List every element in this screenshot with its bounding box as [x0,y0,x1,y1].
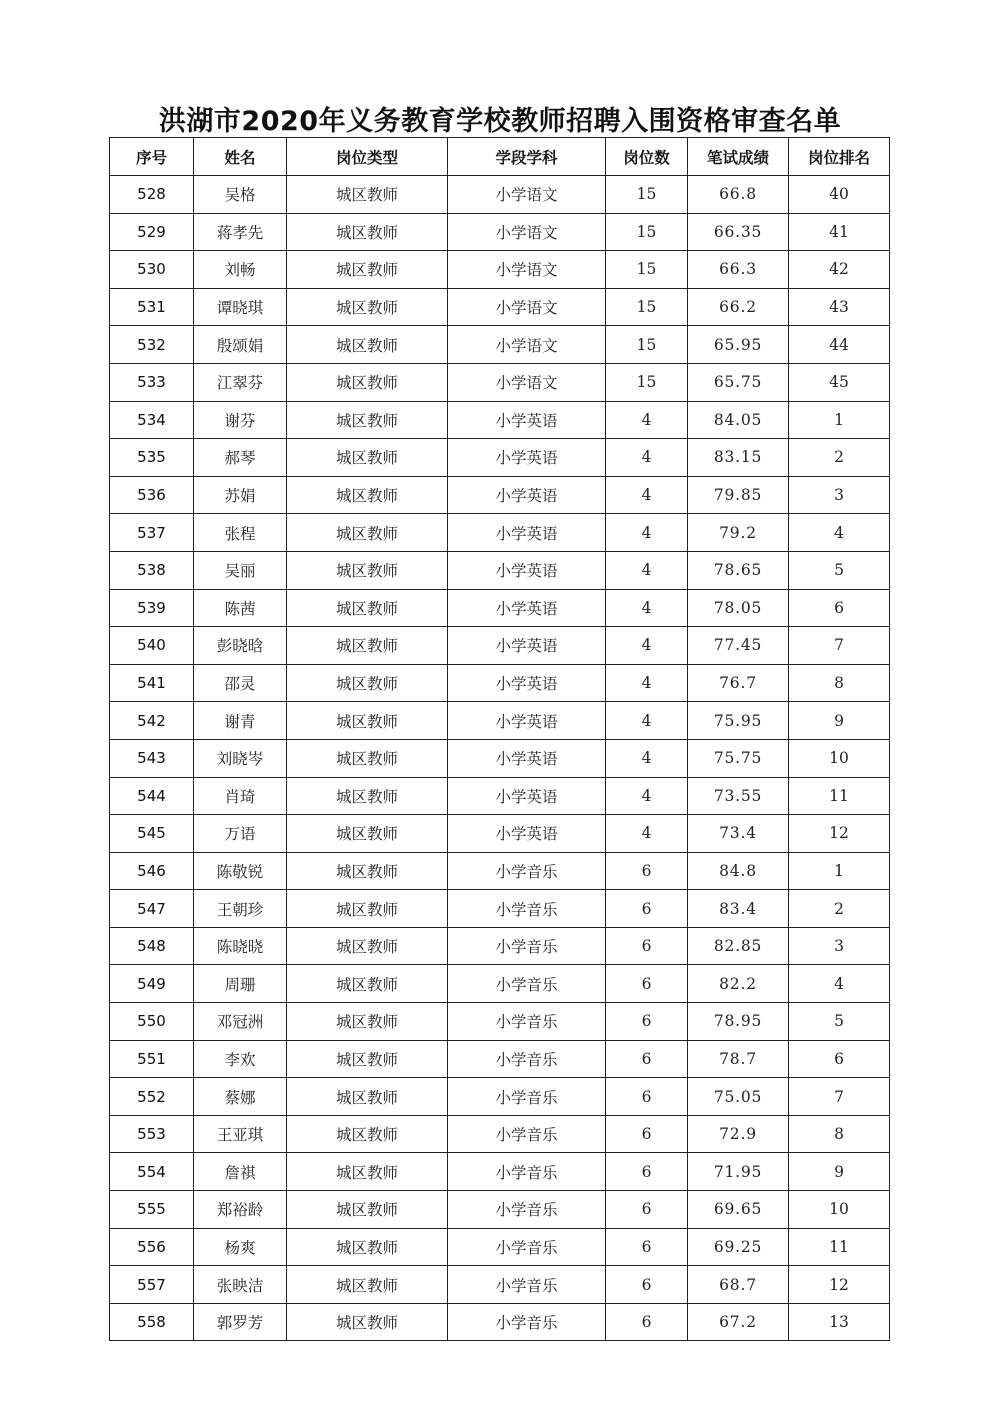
cell-subject: 小学英语 [448,439,606,477]
cell-seq: 533 [110,363,194,401]
cell-score: 75.95 [688,702,789,740]
cell-seq: 557 [110,1266,194,1304]
cell-seq: 529 [110,213,194,251]
cell-score: 84.05 [688,401,789,439]
cell-post-type: 城区教师 [287,852,448,890]
cell-subject: 小学音乐 [448,1153,606,1191]
cell-seq: 550 [110,1003,194,1041]
cell-score: 73.4 [688,815,789,853]
cell-rank: 7 [789,627,890,665]
cell-seq: 547 [110,890,194,928]
table-row [110,664,890,702]
table-row [110,476,890,514]
cell-seq: 549 [110,965,194,1003]
header-seq: 序号 [110,138,194,176]
cell-post-type: 城区教师 [287,1153,448,1191]
cell-name: 万语 [194,815,287,853]
cell-name: 彭晓晗 [194,627,287,665]
cell-posts: 6 [606,1191,688,1229]
cell-posts: 4 [606,777,688,815]
cell-rank: 42 [789,251,890,289]
cell-subject: 小学语文 [448,326,606,364]
table-row [110,852,890,890]
cell-post-type: 城区教师 [287,476,448,514]
cell-subject: 小学音乐 [448,852,606,890]
cell-seq: 528 [110,176,194,214]
cell-post-type: 城区教师 [287,514,448,552]
cell-score: 78.95 [688,1003,789,1041]
cell-posts: 15 [606,363,688,401]
cell-post-type: 城区教师 [287,1115,448,1153]
cell-score: 82.2 [688,965,789,1003]
header-subject: 学段学科 [448,138,606,176]
cell-posts: 6 [606,1266,688,1304]
cell-posts: 6 [606,965,688,1003]
cell-post-type: 城区教师 [287,927,448,965]
cell-rank: 2 [789,890,890,928]
cell-posts: 4 [606,739,688,777]
cell-score: 72.9 [688,1115,789,1153]
cell-subject: 小学英语 [448,589,606,627]
cell-rank: 5 [789,1003,890,1041]
cell-subject: 小学语文 [448,288,606,326]
cell-posts: 4 [606,401,688,439]
cell-rank: 3 [789,927,890,965]
cell-seq: 532 [110,326,194,364]
cell-name: 肖琦 [194,777,287,815]
cell-name: 江翠芬 [194,363,287,401]
cell-score: 68.7 [688,1266,789,1304]
cell-name: 刘晓岑 [194,739,287,777]
cell-post-type: 城区教师 [287,1078,448,1116]
cell-seq: 531 [110,288,194,326]
table-row [110,439,890,477]
cell-seq: 535 [110,439,194,477]
cell-posts: 4 [606,815,688,853]
cell-rank: 12 [789,815,890,853]
cell-post-type: 城区教师 [287,739,448,777]
cell-subject: 小学音乐 [448,965,606,1003]
cell-rank: 44 [789,326,890,364]
cell-seq: 539 [110,589,194,627]
cell-score: 84.8 [688,852,789,890]
cell-score: 66.35 [688,213,789,251]
cell-seq: 551 [110,1040,194,1078]
cell-post-type: 城区教师 [287,777,448,815]
cell-name: 邓冠洲 [194,1003,287,1041]
table-row [110,176,890,214]
cell-posts: 6 [606,927,688,965]
table-row [110,739,890,777]
cell-subject: 小学英语 [448,551,606,589]
cell-posts: 4 [606,439,688,477]
cell-name: 谢芬 [194,401,287,439]
cell-post-type: 城区教师 [287,363,448,401]
cell-posts: 4 [606,702,688,740]
cell-posts: 6 [606,1303,688,1341]
table-row [110,288,890,326]
cell-score: 69.25 [688,1228,789,1266]
cell-post-type: 城区教师 [287,1040,448,1078]
cell-post-type: 城区教师 [287,326,448,364]
cell-post-type: 城区教师 [287,1191,448,1229]
cell-seq: 542 [110,702,194,740]
cell-score: 66.2 [688,288,789,326]
cell-rank: 6 [789,1040,890,1078]
cell-score: 79.85 [688,476,789,514]
table-row [110,589,890,627]
cell-score: 76.7 [688,664,789,702]
cell-name: 王亚琪 [194,1115,287,1153]
cell-post-type: 城区教师 [287,702,448,740]
cell-rank: 5 [789,551,890,589]
cell-name: 蔡娜 [194,1078,287,1116]
cell-score: 65.75 [688,363,789,401]
table-row [110,927,890,965]
cell-posts: 6 [606,1078,688,1116]
cell-posts: 15 [606,176,688,214]
cell-subject: 小学音乐 [448,1078,606,1116]
table-row [110,1115,890,1153]
cell-name: 杨爽 [194,1228,287,1266]
cell-score: 75.05 [688,1078,789,1116]
cell-seq: 554 [110,1153,194,1191]
table-row [110,965,890,1003]
cell-post-type: 城区教师 [287,288,448,326]
cell-score: 66.3 [688,251,789,289]
table-row [110,1003,890,1041]
table-row [110,1040,890,1078]
cell-subject: 小学语文 [448,251,606,289]
cell-seq: 553 [110,1115,194,1153]
cell-subject: 小学语文 [448,213,606,251]
header-name: 姓名 [194,138,287,176]
cell-subject: 小学英语 [448,627,606,665]
cell-seq: 544 [110,777,194,815]
header-rank: 岗位排名 [789,138,890,176]
cell-posts: 6 [606,1228,688,1266]
cell-post-type: 城区教师 [287,890,448,928]
cell-posts: 6 [606,1153,688,1191]
cell-name: 周珊 [194,965,287,1003]
cell-seq: 530 [110,251,194,289]
cell-name: 刘畅 [194,251,287,289]
cell-post-type: 城区教师 [287,251,448,289]
cell-score: 78.7 [688,1040,789,1078]
cell-posts: 4 [606,589,688,627]
cell-posts: 15 [606,326,688,364]
document-title: 洪湖市2020年义务教育学校教师招聘入围资格审查名单 [158,106,842,138]
cell-name: 吴丽 [194,551,287,589]
table-row [110,627,890,665]
cell-subject: 小学音乐 [448,1040,606,1078]
table-row [110,1303,890,1341]
cell-rank: 4 [789,514,890,552]
cell-score: 65.95 [688,326,789,364]
table-row [110,1191,890,1229]
cell-posts: 4 [606,476,688,514]
cell-post-type: 城区教师 [287,176,448,214]
cell-posts: 4 [606,514,688,552]
table-row [110,702,890,740]
cell-post-type: 城区教师 [287,815,448,853]
cell-subject: 小学英语 [448,476,606,514]
cell-score: 69.65 [688,1191,789,1229]
cell-subject: 小学音乐 [448,1003,606,1041]
cell-posts: 6 [606,1003,688,1041]
cell-score: 83.15 [688,439,789,477]
cell-name: 谭晓琪 [194,288,287,326]
cell-post-type: 城区教师 [287,401,448,439]
cell-score: 79.2 [688,514,789,552]
cell-post-type: 城区教师 [287,1266,448,1304]
cell-name: 郑裕龄 [194,1191,287,1229]
cell-rank: 1 [789,401,890,439]
table-row [110,1228,890,1266]
cell-subject: 小学英语 [448,401,606,439]
cell-subject: 小学音乐 [448,927,606,965]
cell-name: 苏娟 [194,476,287,514]
cell-subject: 小学音乐 [448,890,606,928]
cell-seq: 543 [110,739,194,777]
cell-post-type: 城区教师 [287,1003,448,1041]
table-row [110,777,890,815]
cell-rank: 8 [789,664,890,702]
table-row [110,1078,890,1116]
cell-seq: 556 [110,1228,194,1266]
cell-name: 张映洁 [194,1266,287,1304]
cell-subject: 小学英语 [448,815,606,853]
cell-score: 82.85 [688,927,789,965]
table-row [110,326,890,364]
cell-subject: 小学音乐 [448,1266,606,1304]
cell-score: 78.05 [688,589,789,627]
cell-posts: 15 [606,213,688,251]
cell-subject: 小学语文 [448,363,606,401]
cell-name: 陈晓晓 [194,927,287,965]
table-row [110,890,890,928]
header-score: 笔试成绩 [688,138,789,176]
cell-subject: 小学英语 [448,664,606,702]
cell-posts: 15 [606,288,688,326]
cell-subject: 小学语文 [448,176,606,214]
cell-post-type: 城区教师 [287,589,448,627]
cell-posts: 4 [606,627,688,665]
header-posts: 岗位数 [606,138,688,176]
cell-score: 83.4 [688,890,789,928]
cell-rank: 9 [789,702,890,740]
cell-seq: 541 [110,664,194,702]
cell-name: 谢青 [194,702,287,740]
cell-rank: 11 [789,1228,890,1266]
cell-score: 75.75 [688,739,789,777]
cell-posts: 6 [606,890,688,928]
cell-subject: 小学英语 [448,702,606,740]
cell-rank: 40 [789,176,890,214]
cell-rank: 10 [789,739,890,777]
cell-rank: 12 [789,1266,890,1304]
cell-name: 殷颂娟 [194,326,287,364]
cell-post-type: 城区教师 [287,213,448,251]
table-row [110,401,890,439]
cell-name: 邵灵 [194,664,287,702]
cell-posts: 15 [606,251,688,289]
cell-name: 陈茜 [194,589,287,627]
cell-seq: 545 [110,815,194,853]
table-row [110,514,890,552]
table-body [110,176,890,1341]
cell-seq: 534 [110,401,194,439]
cell-seq: 537 [110,514,194,552]
cell-subject: 小学音乐 [448,1115,606,1153]
cell-rank: 7 [789,1078,890,1116]
cell-posts: 4 [606,551,688,589]
cell-name: 郝琴 [194,439,287,477]
table-row [110,251,890,289]
cell-name: 吴格 [194,176,287,214]
cell-post-type: 城区教师 [287,627,448,665]
table-row [110,1153,890,1191]
cell-seq: 538 [110,551,194,589]
table-row [110,1266,890,1304]
cell-rank: 11 [789,777,890,815]
cell-rank: 2 [789,439,890,477]
header-post-type: 岗位类型 [287,138,448,176]
cell-seq: 540 [110,627,194,665]
cell-name: 陈敬锐 [194,852,287,890]
cell-seq: 546 [110,852,194,890]
cell-rank: 43 [789,288,890,326]
table-header [110,138,890,176]
cell-post-type: 城区教师 [287,664,448,702]
cell-name: 詹祺 [194,1153,287,1191]
cell-rank: 41 [789,213,890,251]
cell-subject: 小学音乐 [448,1228,606,1266]
cell-rank: 45 [789,363,890,401]
table-row [110,551,890,589]
cell-name: 郭罗芳 [194,1303,287,1341]
table-row [110,815,890,853]
cell-rank: 3 [789,476,890,514]
cell-post-type: 城区教师 [287,551,448,589]
cell-rank: 9 [789,1153,890,1191]
cell-posts: 6 [606,1040,688,1078]
cell-seq: 558 [110,1303,194,1341]
cell-subject: 小学英语 [448,514,606,552]
cell-score: 78.65 [688,551,789,589]
cell-name: 蒋孝先 [194,213,287,251]
cell-posts: 4 [606,664,688,702]
cell-subject: 小学英语 [448,739,606,777]
cell-score: 77.45 [688,627,789,665]
cell-subject: 小学音乐 [448,1303,606,1341]
cell-rank: 10 [789,1191,890,1229]
cell-seq: 536 [110,476,194,514]
cell-posts: 6 [606,1115,688,1153]
cell-score: 71.95 [688,1153,789,1191]
cell-name: 王朝珍 [194,890,287,928]
cell-post-type: 城区教师 [287,1303,448,1341]
cell-seq: 552 [110,1078,194,1116]
cell-subject: 小学音乐 [448,1191,606,1229]
cell-subject: 小学英语 [448,777,606,815]
table-row [110,363,890,401]
cell-rank: 1 [789,852,890,890]
cell-rank: 4 [789,965,890,1003]
cell-rank: 8 [789,1115,890,1153]
header-row [110,138,890,176]
cell-name: 张程 [194,514,287,552]
cell-rank: 6 [789,589,890,627]
cell-post-type: 城区教师 [287,1228,448,1266]
cell-seq: 548 [110,927,194,965]
cell-posts: 6 [606,852,688,890]
cell-score: 73.55 [688,777,789,815]
cell-rank: 13 [789,1303,890,1341]
table-row [110,213,890,251]
candidate-roster-table [109,137,890,1341]
cell-post-type: 城区教师 [287,965,448,1003]
cell-seq: 555 [110,1191,194,1229]
cell-score: 67.2 [688,1303,789,1341]
cell-post-type: 城区教师 [287,439,448,477]
cell-name: 李欢 [194,1040,287,1078]
cell-score: 66.8 [688,176,789,214]
